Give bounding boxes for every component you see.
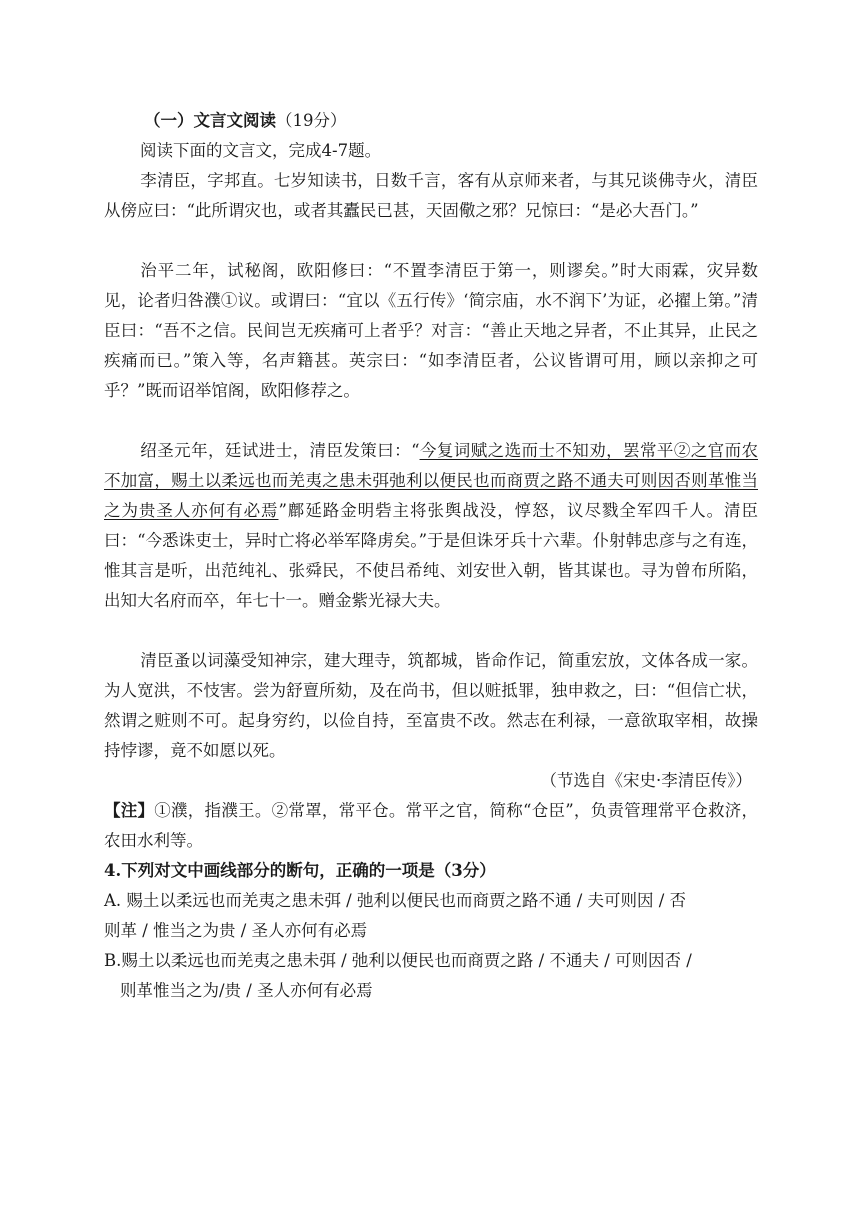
option-b-line-1: B.赐土以柔远也而羌夷之患未弭 / 弛利以便民也而商贾之路 / 不通夫 / 可则因否 / <box>104 951 692 970</box>
passage-paragraph-1: 李清臣，字邦直。七岁知读书，日数千言，客有从京师来者，与其兄谈佛寺火，清臣从傍应曰：“此所谓灾也，或者其蠹民已甚，天固儆之邪？兄惊曰：“是必大吾门。” <box>104 171 758 220</box>
paragraph-3-lead: 绍圣元年，廷试进士，清臣发策曰：“ <box>140 441 420 460</box>
paragraph-3-rest: ”鄜延路金明砦主将张舆战没，惇怒，议尽戮全军四千人。清臣曰：“今悉诛吏士，异时亡将必举军降虏矣。”于是但诛牙兵十六辈。仆射韩忠彦与之有连，惟其言是听，出范纯礼、张舜民，不使吕希纯、刘安世入朝，皆其谋也。寻为曾布所陷，出知大名府而卒，年七十一。赠金紫光禄大夫。 <box>104 501 759 610</box>
section-instruction: 阅读下面的文言文，完成4-7题。 <box>140 141 382 160</box>
option-a-line-2: 则革 / 惟当之为贵 / 圣人亦何有必焉 <box>104 921 368 940</box>
question-4-option-a[interactable] <box>104 886 758 946</box>
passage-paragraph-4: 清臣蚤以词藻受知神宗，建大理寺，筑都城，皆命作记，简重宏放，文体各成一家。为人宽洪，不忮害。尝为舒亶所劾，及在尚书，但以赃抵罪，独申救之，曰：“但信亡状，然谓之赃则不可。起身穷约，以俭自持，至富贵不改。然志在利禄，一意欲取宰相，故操持悖谬，竟不如愿以死。 <box>104 651 758 760</box>
section-title-text: （一）文言文阅读 <box>144 111 276 130</box>
question-4-option-b[interactable] <box>104 946 758 1006</box>
note-text: ①濮，指濮王。②常罩，常平仓。常平之官，简称“仓臣”，负责管理常平仓救济，农田水利等。 <box>104 801 758 850</box>
paragraph-gap <box>104 406 758 436</box>
option-b-line-2: 则革惟当之为/贵 / 圣人亦何有必焉 <box>120 981 373 1000</box>
paragraph-gap <box>104 226 758 256</box>
paragraph-gap <box>104 616 758 646</box>
document-content <box>104 106 758 1006</box>
option-a-line-1: A. 赐土以柔远也而羌夷之患未弭 / 弛利以便民也而商贾之路不通 / 夫可则因 / 否 <box>104 891 687 910</box>
passage-paragraph-2: 治平二年，试秘阁，欧阳修曰：“不置李清臣于第一，则谬矣。”时大雨霖，灾异数见，论者归咎濮①议。或谓曰：“宜以《五行传》‘简宗庙，水不润下’为证，必擢上第。”清臣曰：“吾不之信。民间岂无疾痛可上者乎？对言：“善止天地之异者，不止其异，止民之疾痛而已。”策入等，名声籍甚。英宗曰：“如李清臣者，公议皆谓可用，顾以亲抑之可乎？”既而诏举馆阁，欧阳修荐之。 <box>104 261 758 400</box>
section-title <box>104 106 758 136</box>
passage-paragraph-3 <box>104 436 758 616</box>
question-4-stem: 4.下列对文中画线部分的断句，正确的一项是（3分） <box>104 861 496 880</box>
section-score: （19分） <box>276 111 347 130</box>
passage-source: （节选自《宋史·李清臣传》） <box>540 771 752 790</box>
annotation-note <box>104 796 758 856</box>
note-label: 【注】 <box>104 801 155 820</box>
underlined-passage: 今复词赋之选而士不知劝，罢常平②之官而农不加富，赐土以柔远也而羌夷之患未弭弛利以便民也而商贾之路不通夫可则因否则革惟当之为贵圣人亦何有必焉 <box>104 441 759 520</box>
